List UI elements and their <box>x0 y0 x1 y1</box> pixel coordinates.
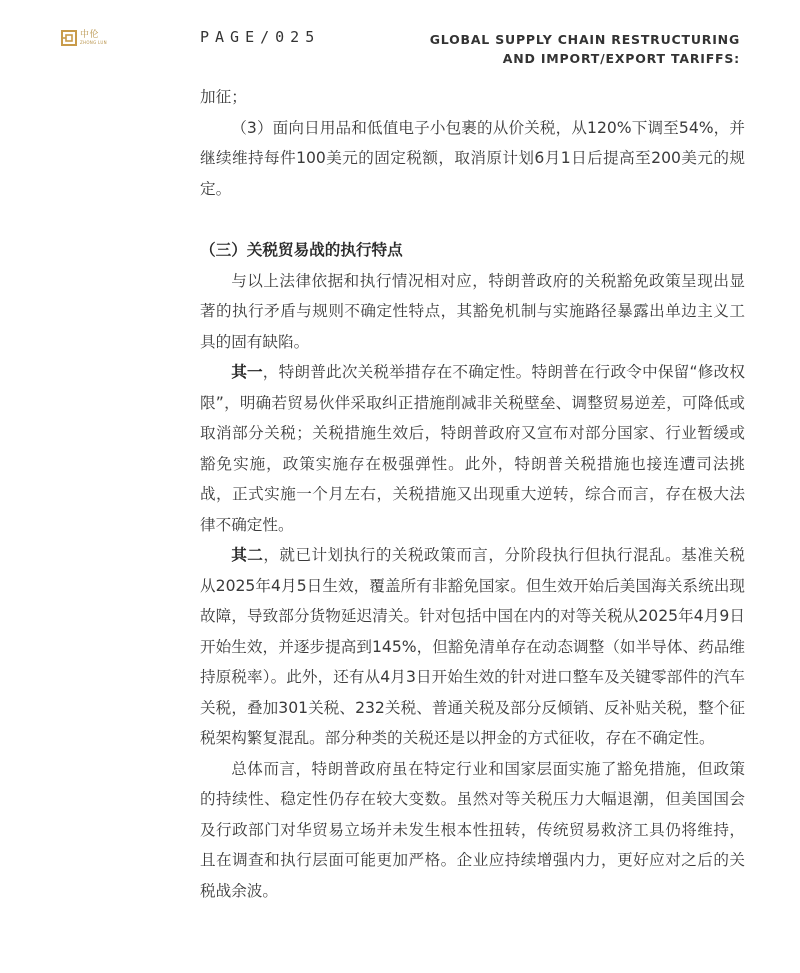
paragraph-continuation: 加征； <box>200 88 247 106</box>
title-line-1: GLOBAL SUPPLY CHAIN RESTRUCTURING <box>429 32 740 47</box>
point-one-text: ，特朗普此次关税举措存在不确定性。特朗普在行政令中保留“修改权限”，明确若贸易伙伴采取纠正措施削减非关税壁垒、调整贸易逆差，可降低或取消部分关税；关税措施生效后，特朗普政府又宣布对部分国家、行业暂缓或豁免实施，政策实施存在极强弹性。此外，特朗普关税措施也接连遭司法挑战，正式实施一个月左右，关税措施又出现重大逆转，综合而言，存在极大法律不确定性。 <box>200 363 745 534</box>
point-two-lead: 其二 <box>231 546 264 564</box>
paragraph-item-3: （3）面向日用品和低值电子小包裹的从价关税，从120%下调至54%，并继续维持每件100美元的固定税额，取消原计划6月1日后提高至200美元的规定。 <box>200 118 745 198</box>
page-body <box>200 82 745 906</box>
point-one-lead: 其一 <box>231 363 263 381</box>
section-heading: （三）关税贸易战的执行特点 <box>200 241 403 259</box>
title-line-2: AND IMPORT/EXPORT TARIFFS: <box>502 51 740 66</box>
point-two-text: ，就已计划执行的关税政策而言，分阶段执行但执行混乱。基准关税从2025年4月5日生效，覆盖所有非豁免国家。但生效开始后美国海关系统出现故障，导致部分货物延迟清关。针对包括中国在内的对等关税从2025年4月9日开始生效，并逐步提高到145%，但豁免清单存在动态调整（如半导体、药品维持原税率）。此外，还有从4月3日开始生效的针对进口整车及关键零部件的汽车关税，叠加301关税、232关税、普通关税及部分反倾销、反补贴关税，整个征税架构繁复混乱。部分种类的关税还是以押金的方式征收，存在不确定性。 <box>200 546 745 747</box>
page-number: PAGE/025 <box>200 28 321 46</box>
page-header <box>0 0 800 80</box>
logo-english: ZHONG LUN <box>80 40 107 45</box>
logo-chinese: 中伦 <box>80 30 100 40</box>
paragraph-point-two <box>200 540 745 754</box>
paragraph-intro: 与以上法律依据和执行情况相对应，特朗普政府的关税豁免政策呈现出显著的执行矛盾与规则不确定性特点，其豁免机制与实施路径暴露出单边主义工具的固有缺陷。 <box>200 271 745 351</box>
document-title <box>430 30 740 68</box>
zhonglun-logo-icon <box>61 30 77 46</box>
paragraph-point-one <box>200 357 745 540</box>
logo <box>61 30 107 46</box>
paragraph-conclusion: 总体而言，特朗普政府虽在特定行业和国家层面实施了豁免措施，但政策的持续性、稳定性仍存在较大变数。虽然对等关税压力大幅退潮，但美国国会及行政部门对华贸易立场并未发生根本性扭转，传统贸易救济工具仍将维持，且在调查和执行层面可能更加严格。企业应持续增强内力，更好应对之后的关税战余波。 <box>200 759 745 900</box>
